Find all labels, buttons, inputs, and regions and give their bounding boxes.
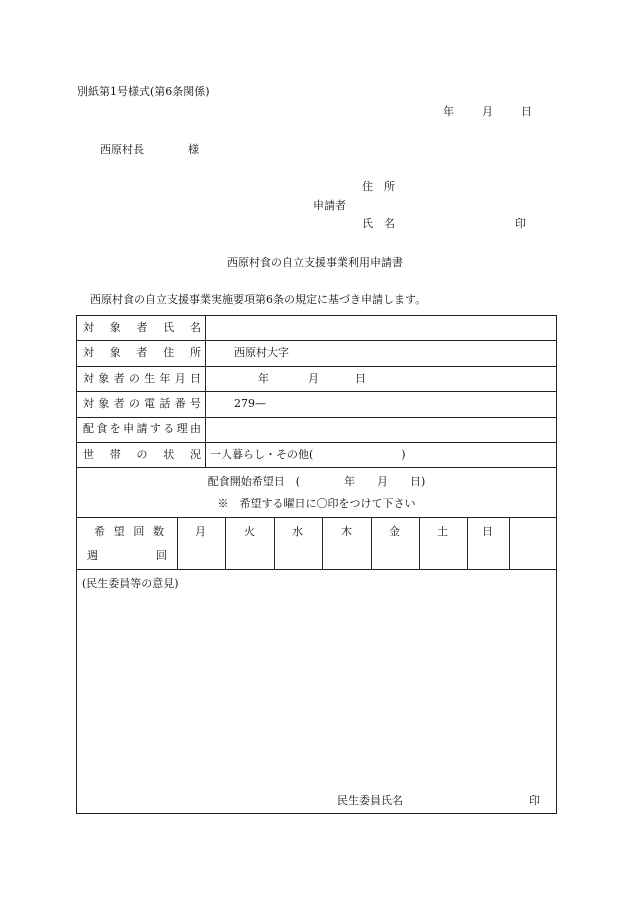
weekday-divider — [274, 517, 275, 569]
frequency-label: 希 望 回 数 — [94, 525, 164, 538]
name-label: 氏 名 — [362, 217, 395, 230]
row-label-reason: 配 食 を 申 請 す る 理 由 — [83, 422, 201, 435]
application-table — [76, 315, 557, 814]
row-label-name: 対 象 者 氏 名 — [83, 321, 201, 334]
row-divider — [77, 442, 556, 443]
weekday-saturday[interactable]: 土 — [437, 525, 448, 538]
weekday-divider — [467, 517, 468, 569]
frequency-week-label: 週 — [87, 549, 98, 562]
delivery-start-date[interactable]: 配食開始希望日 ( 年 月 日) — [207, 475, 426, 488]
weekday-divider — [371, 517, 372, 569]
commissioner-name-label: 民生委員氏名 — [337, 794, 403, 807]
row-divider — [77, 569, 556, 570]
addressee — [100, 144, 199, 155]
weekday-divider — [419, 517, 420, 569]
row-divider — [77, 340, 556, 341]
document-title: 西原村食の自立支援事業利用申請書 — [227, 256, 403, 269]
frequency-times-label: 回 — [156, 549, 167, 562]
weekday-wednesday[interactable]: 水 — [292, 525, 303, 538]
date-year: 年 — [443, 105, 454, 118]
date-line — [443, 106, 532, 117]
row-label-household: 世 帯 の 状 況 — [83, 448, 201, 461]
birth-day-unit: 日 — [355, 372, 366, 385]
phone-value[interactable]: 279— — [234, 397, 266, 410]
date-month: 月 — [482, 105, 493, 118]
addressee-name: 西原村長 — [100, 143, 144, 156]
weekday-sunday[interactable]: 日 — [482, 525, 493, 538]
row-divider — [77, 366, 556, 367]
household-value[interactable]: 一人暮らし・その他( ) — [210, 448, 406, 461]
date-day: 日 — [521, 105, 532, 118]
intro-statement: 西原村食の自立支援事業実施要項第6条の規定に基づき申請します。 — [90, 293, 427, 306]
commissioner-seal: 印 — [529, 794, 540, 807]
weekday-divider — [322, 517, 323, 569]
address-value[interactable]: 西原村大字 — [234, 346, 289, 359]
weekday-tuesday[interactable]: 火 — [244, 525, 255, 538]
form-number: 別紙第1号様式(第6条関係) — [77, 85, 210, 98]
weekday-monday[interactable]: 月 — [195, 525, 206, 538]
applicant-seal: 印 — [515, 217, 526, 230]
weekday-note: ※ 希望する曜日に〇印をつけて下さい — [217, 497, 416, 510]
row-label-phone: 対 象 者 の 電 話 番 号 — [83, 397, 201, 410]
weekday-divider — [177, 517, 178, 569]
weekday-thursday[interactable]: 木 — [341, 525, 352, 538]
birth-year-unit: 年 — [258, 372, 269, 385]
weekday-divider — [509, 517, 510, 569]
address-label: 住 所 — [362, 180, 395, 193]
birth-month-unit: 月 — [308, 372, 319, 385]
addressee-honorific: 様 — [188, 143, 199, 156]
row-label-address: 対 象 者 住 所 — [83, 346, 201, 359]
opinion-label: (民生委員等の意見) — [82, 577, 179, 590]
row-divider — [77, 467, 556, 468]
label-column-divider — [205, 316, 206, 467]
row-divider — [77, 517, 556, 518]
weekday-friday[interactable]: 金 — [389, 525, 400, 538]
row-divider — [77, 391, 556, 392]
row-divider — [77, 417, 556, 418]
weekday-divider — [225, 517, 226, 569]
applicant-label: 申請者 — [313, 199, 346, 212]
row-label-birthdate: 対 象 者 の 生 年 月 日 — [83, 372, 201, 385]
